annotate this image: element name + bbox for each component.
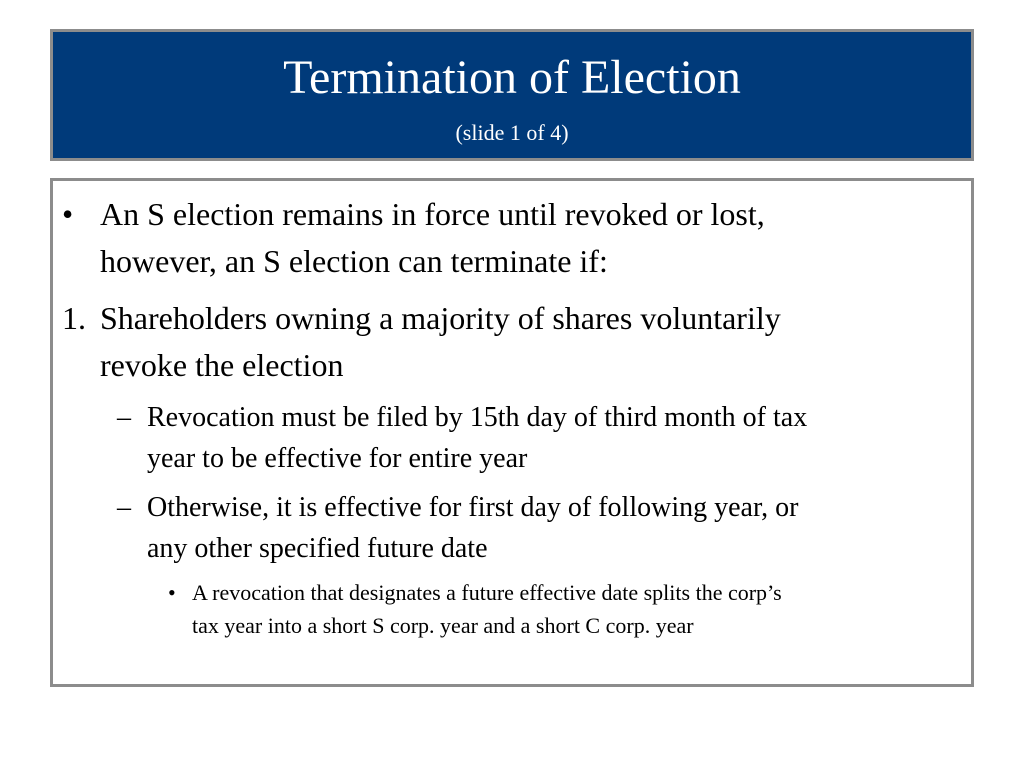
sub-bullet-2-line-1: Otherwise, it is effective for first day of following year, or xyxy=(147,492,799,523)
bullet-marker: • xyxy=(62,196,74,232)
dash-marker: – xyxy=(117,402,131,433)
sub-sub-bullet-1-line-2: tax year into a short S corp. year and a short C corp. year xyxy=(192,613,694,638)
sub-bullet-1-line-2: year to be effective for entire year xyxy=(147,443,528,474)
sub-bullet-1-line-1: Revocation must be filed by 15th day of third month of tax xyxy=(147,402,808,433)
small-bullet-marker: • xyxy=(168,580,176,605)
slide-title: Termination of Election xyxy=(283,51,741,104)
title-banner xyxy=(50,29,974,161)
dash-marker: – xyxy=(117,492,131,523)
bullet-1-line-2: however, an S election can terminate if: xyxy=(100,243,608,279)
numbered-1-line-1: Shareholders owning a majority of shares voluntarily xyxy=(100,300,781,336)
numbered-marker: 1. xyxy=(62,300,86,336)
sub-bullet-2-line-2: any other specified future date xyxy=(147,533,488,564)
slide-subtitle: (slide 1 of 4) xyxy=(455,120,569,145)
sub-sub-bullet-1-line-1: A revocation that designates a future effective date splits the corp’s xyxy=(192,580,782,605)
content-box xyxy=(50,178,974,687)
numbered-1-line-2: revoke the election xyxy=(100,347,344,383)
bullet-1-line-1: An S election remains in force until revoked or lost, xyxy=(100,196,765,232)
